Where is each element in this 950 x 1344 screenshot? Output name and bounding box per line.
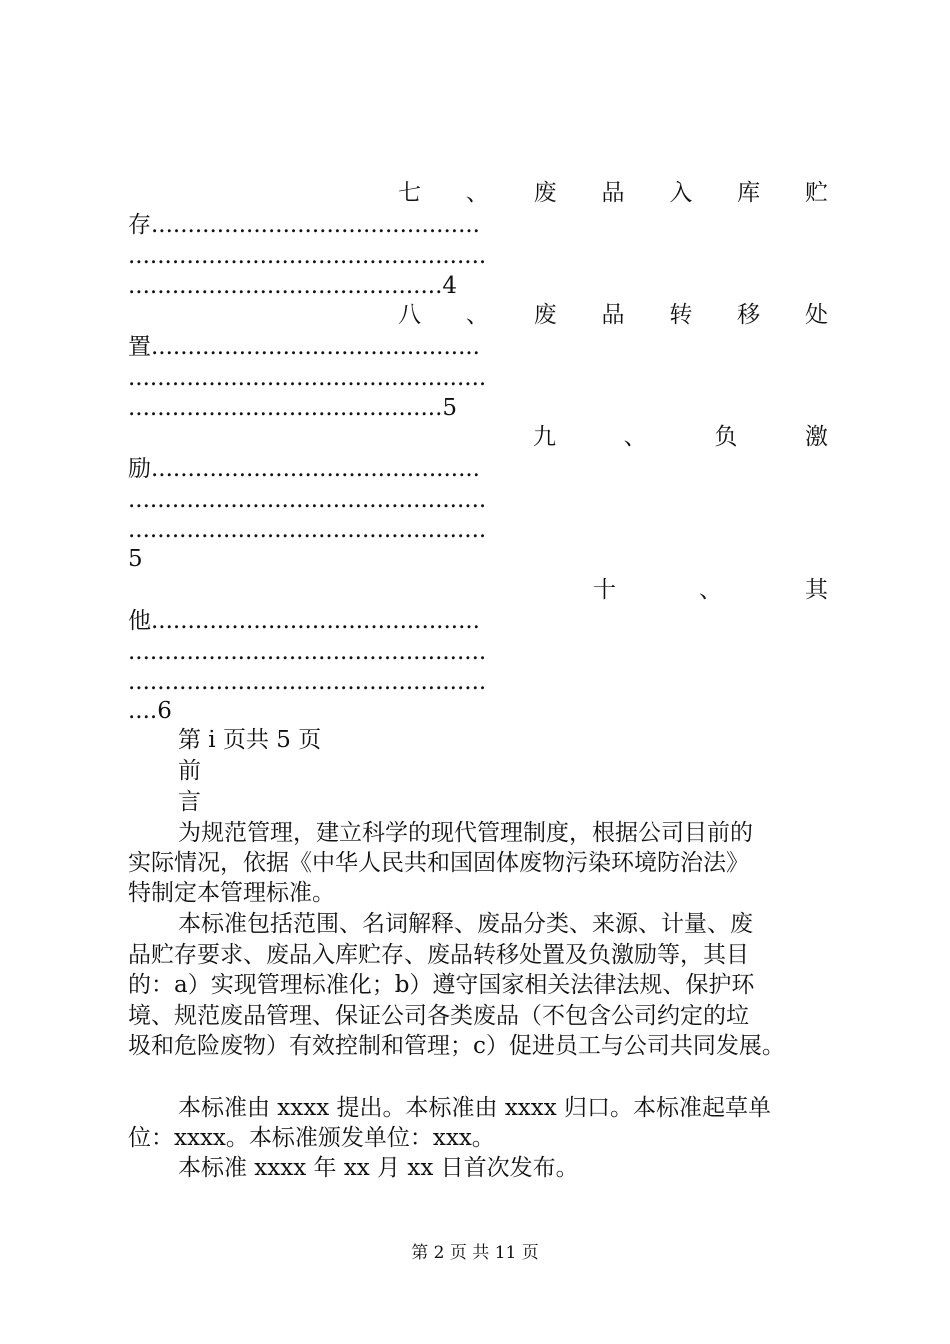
inner-page-label: 第 i 页共 5 页 [178, 727, 322, 753]
toc-char: 激 [804, 424, 828, 450]
toc-char: 、 [623, 424, 647, 450]
toc-page-number: ....6 [128, 698, 172, 724]
toc-char: 移 [737, 302, 761, 328]
toc-leader-line: ................................................. [128, 487, 487, 513]
preface-title-char: 言 [178, 789, 201, 815]
toc-page-number: 5 [128, 546, 143, 572]
paragraph-line: 圾和危险废物）有效控制和管理；c）促进员工与公司共同发展。 [128, 1033, 785, 1059]
toc-char: 、 [465, 180, 489, 206]
toc-char: 七 [398, 180, 421, 206]
toc-char: 负 [714, 424, 738, 450]
toc-leader-line: ................................................. [128, 669, 487, 695]
toc-char: 入 [669, 180, 693, 206]
paragraph-line: 的：a）实现管理标准化；b）遵守国家相关法律法规、保护环 [128, 972, 755, 998]
toc-char: 贮 [804, 180, 828, 206]
toc-leader-line: 他............................................. [128, 608, 480, 634]
toc-char: 品 [601, 302, 625, 328]
toc-leader-line: ................................................. [128, 639, 487, 665]
toc-heading-10 [593, 575, 828, 605]
toc-char: 八 [398, 302, 421, 328]
page-footer: 第 2 页 共 11 页 [411, 1243, 539, 1263]
paragraph-line: 境、规范废品管理、保证公司各类废品（不包含公司约定的垃 [128, 1003, 749, 1029]
toc-heading-8 [398, 300, 828, 330]
toc-heading-7 [398, 178, 828, 208]
preface-title-char: 前 [178, 758, 201, 784]
toc-leader-line: 励............................................. [128, 456, 480, 482]
toc-char: 转 [669, 302, 693, 328]
toc-char: 废 [533, 302, 557, 328]
paragraph-line: 本标准包括范围、名词解释、废品分类、来源、计量、废 [178, 911, 753, 937]
toc-leader-line: ...........................................4 [128, 273, 458, 299]
toc-char: 品 [601, 180, 625, 206]
paragraph-line: 实际情况，依据《中华人民共和国固体废物污染环境防治法》 [128, 850, 749, 876]
toc-leader-line: 存............................................. [128, 212, 480, 238]
toc-char: 、 [699, 577, 722, 603]
paragraph-line: 本标准 xxxx 年 xx 月 xx 日首次发布。 [178, 1155, 579, 1181]
toc-leader-line: 置............................................. [128, 334, 480, 360]
paragraph-line: 特制定本管理标准。 [128, 880, 335, 906]
toc-leader-line: ................................................. [128, 243, 487, 269]
toc-leader-line: ................................................. [128, 365, 487, 391]
paragraph-line: 品贮存要求、废品入库贮存、废品转移处置及负激励等，其目 [128, 942, 749, 968]
toc-char: 处 [804, 302, 828, 328]
toc-char: 废 [533, 180, 557, 206]
paragraph-line: 本标准由 xxxx 提出。本标准由 xxxx 归口。本标准起草单 [178, 1095, 772, 1121]
toc-char: 其 [805, 577, 828, 603]
toc-char: 库 [737, 180, 761, 206]
toc-leader-line: ...........................................5 [128, 395, 458, 421]
paragraph-line: 为规范管理，建立科学的现代管理制度，根据公司目前的 [178, 820, 753, 846]
toc-char: 十 [593, 577, 616, 603]
toc-heading-9 [533, 422, 828, 452]
toc-char: 九 [533, 424, 556, 450]
toc-leader-line: ................................................. [128, 517, 487, 543]
toc-char: 、 [465, 302, 489, 328]
paragraph-line: 位：xxxx。本标准颁发单位：xxx。 [128, 1125, 495, 1151]
